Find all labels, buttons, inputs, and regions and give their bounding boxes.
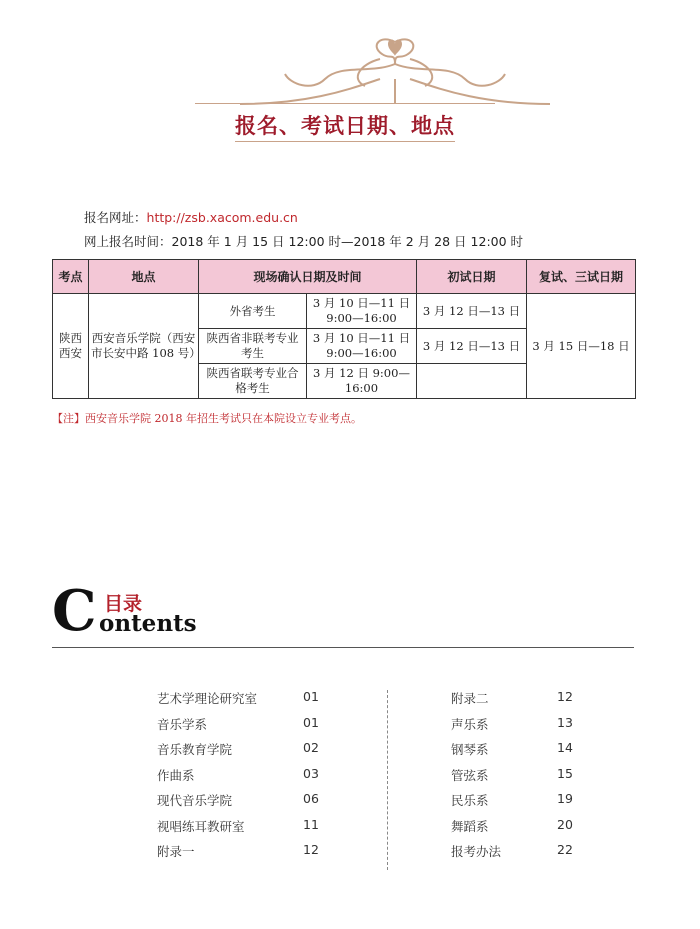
toc-page: 12 [303,842,319,857]
header-retest: 复试、三试日期 [527,260,636,294]
banner-rule [235,141,455,142]
toc-item[interactable] [157,791,357,817]
header-exam-site: 考点 [53,260,89,294]
toc-label: 视唱练耳教研室 [157,818,245,834]
toc-label: 艺术学理论研究室 [157,691,258,706]
website-line [84,208,298,226]
retest-cell: 3 月 15 日—18 日 [527,294,636,399]
toc-item[interactable] [157,715,357,741]
toc-page: 20 [557,816,573,832]
time-value: 2018 年 1 月 15 日 12:00 时—2018 年 2 月 28 日 12:00 时 [171,234,524,249]
schedule-table [52,259,636,399]
table-header-row [53,260,636,294]
contents-title-en: ontents [99,610,197,637]
toc-label: 作曲系 [157,767,195,783]
first-test-cell: 3 月 12 日—13 日 [417,329,527,364]
toc-item[interactable] [157,766,357,792]
contents-rule [52,647,634,648]
toc-label: 民乐系 [451,793,489,808]
confirm-cell: 3 月 10 日—11 日 9:00—16:00 [307,329,417,364]
toc-page: 12 [557,689,573,704]
toc-page: 14 [557,740,573,755]
ornament-flourish [230,34,560,114]
toc-label: 现代音乐学院 [157,793,233,808]
toc-page: 06 [303,791,319,806]
toc-item[interactable] [451,740,591,766]
toc-item[interactable] [451,791,591,817]
group-cell: 外省考生 [199,294,307,329]
toc-item[interactable] [451,842,591,868]
confirm-cell: 3 月 12 日 9:00—16:00 [307,364,417,399]
toc-page: 01 [303,689,319,704]
toc-page: 02 [303,740,319,755]
toc-item[interactable] [451,715,591,741]
table-row [53,294,636,329]
header-location: 地点 [89,260,199,294]
header-first-test: 初试日期 [417,260,527,294]
first-test-cell [417,364,527,399]
toc-page: 03 [303,765,319,781]
website-link[interactable]: http://zsb.xacom.edu.cn [146,210,298,225]
toc-label: 舞蹈系 [451,818,489,834]
toc-left-column [157,689,357,868]
registration-time-line [84,232,523,250]
toc-label: 钢琴系 [451,742,489,757]
toc-item[interactable] [157,740,357,766]
location-cell: 西安音乐学院（西安市长安中路 108 号） [89,294,199,399]
time-label: 网上报名时间： [84,234,172,249]
toc-label: 附录一 [157,844,195,859]
toc-item[interactable] [451,689,591,715]
toc-page: 01 [303,714,319,730]
group-cell: 陕西省联考专业合格考生 [199,364,307,399]
toc-label: 管弦系 [451,767,489,783]
toc-label: 音乐教育学院 [157,742,233,757]
toc-page: 11 [303,816,319,832]
toc-divider [387,690,388,870]
toc-label: 音乐学系 [157,716,208,732]
section-title: 报名、考试日期、地点 [235,113,455,138]
contents-title-zh: 目录 [104,593,143,615]
toc-page: 22 [557,842,573,857]
contents-initial: C [52,578,97,644]
toc-label: 报考办法 [451,844,502,859]
toc-right-column [451,689,591,868]
confirm-cell: 3 月 10 日—11 日 9:00—16:00 [307,294,417,329]
toc-page: 19 [557,791,573,806]
toc-page: 13 [557,714,573,730]
exam-site-cell: 陕西西安 [53,294,89,399]
toc-item[interactable] [451,766,591,792]
first-test-cell: 3 月 12 日—13 日 [417,294,527,329]
footnote: 【注】西安音乐学院 2018 年招生考试只在本院设立专业考点。 [52,412,362,425]
website-label: 报名网址： [84,210,147,225]
toc-item[interactable] [157,842,357,868]
toc-item[interactable] [451,817,591,843]
toc-label: 附录二 [451,691,489,706]
group-cell: 陕西省非联考专业考生 [199,329,307,364]
header-confirm: 现场确认日期及时间 [199,260,417,294]
section-banner [195,103,495,148]
toc-item[interactable] [157,817,357,843]
toc-page: 15 [557,765,573,781]
toc-label: 声乐系 [451,716,489,732]
toc-item[interactable] [157,689,357,715]
